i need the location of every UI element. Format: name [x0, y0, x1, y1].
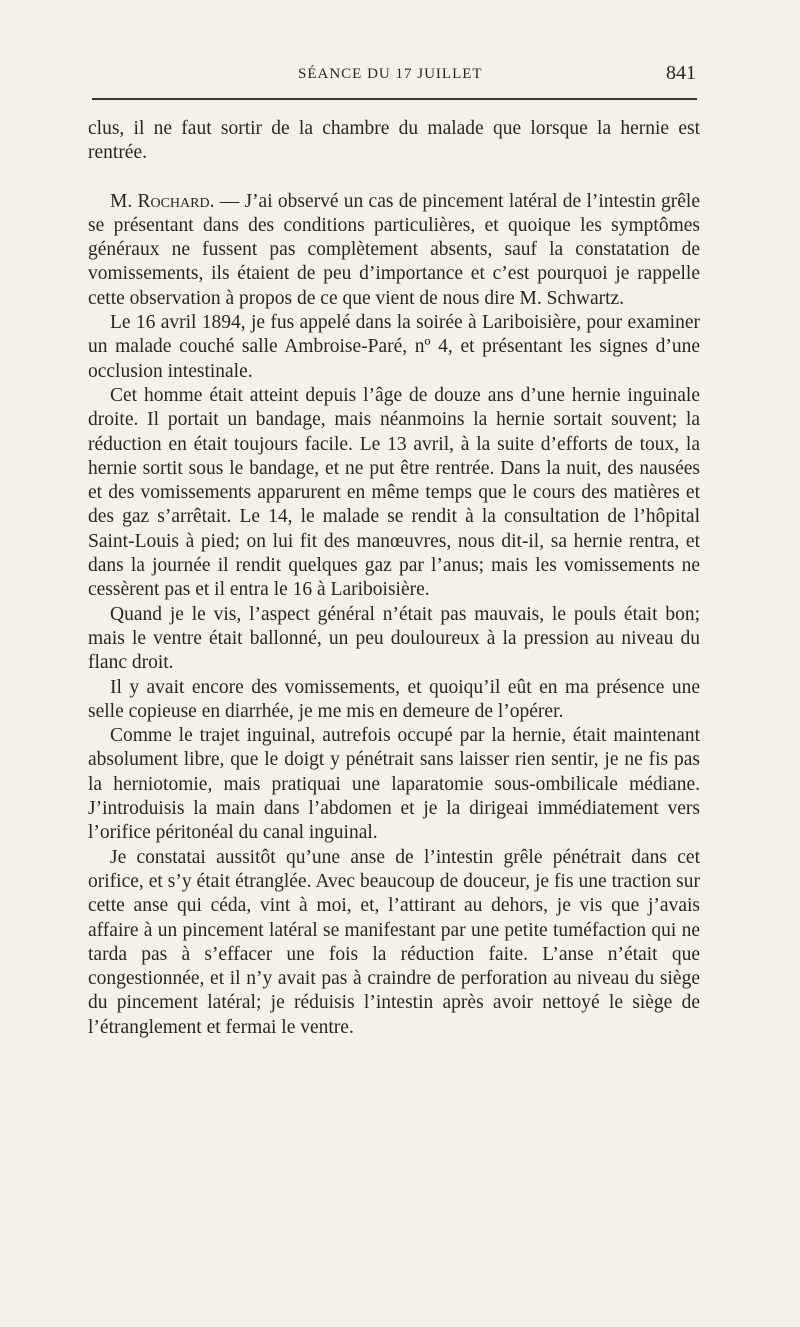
page-header: [88, 62, 698, 88]
paragraph: Je constatai aussitôt qu’une anse de l’intestin grêle pénétrait dans cet orifice, et s’y était étranglée. Avec beaucoup de douceur, je fis une traction sur cette anse qui céda, vint à moi, et, l’attirant au dehors, je vis que j’avais affaire à un pincement latéral se manifestant par une petite tuméfaction qui ne tarda pas à s’effacer une fois la réduction faite. L’anse n’était que congestionnée, et il n’y avait pas à craindre de perforation au niveau du siège du pincement latéral; je réduisis l’intestin après avoir nettoyé le siège de l’étranglement et fermai le ventre.: [88, 846, 700, 1038]
header-rule: [92, 98, 697, 100]
paragraph: Il y avait encore des vomissements, et quoiqu’il eût en ma présence une selle copieuse en diarrhée, je me mis en demeure de l’opérer.: [88, 676, 700, 722]
page-number: 841: [666, 62, 696, 84]
paragraph-text: — J’ai observé un cas de pincement latéral de l’intestin grêle se présentant dans des conditions particulières, et quoique les symptômes généraux ne fussent pas complètement absents, sauf la constatation de vomissements, ils étaient de peu d’importance et c’est pourquoi je rappelle cette observation à propos de ce que vient de nous dire M. Schwartz.: [88, 190, 700, 309]
paragraph: [88, 190, 700, 311]
paragraph: Le 16 avril 1894, je fus appelé dans la soirée à Lariboisière, pour examiner un malade couché salle Ambroise-Paré, nº 4, et présentant les signes d’une occlusion intestinale.: [88, 312, 700, 382]
paragraph: Quand je le vis, l’aspect général n’était pas mauvais, le pouls était bon; mais le ventre était ballonné, un peu douloureux à la pression au niveau du flanc droit.: [88, 603, 700, 674]
running-head: SÉANCE DU 17 JUILLET: [298, 66, 483, 82]
speaker-name: M. Rochard.: [110, 190, 215, 212]
paragraph: clus, il ne faut sortir de la chambre du malade que lorsque la hernie est rentrée.: [88, 118, 700, 164]
paragraph: Comme le trajet inguinal, autrefois occupé par la hernie, était maintenant absolument libre, que le doigt y pénétrait sans laisser rien sentir, je ne fis pas la herniotomie, mais pratiquai une laparatomie sous-ombilicale médiane. J’introduisis la main dans l’abdomen et je la dirigeai immédiatement vers l’orifice péritonéal du canal inguinal.: [88, 725, 700, 844]
body-text: [88, 117, 700, 1040]
paragraph: Cet homme était atteint depuis l’âge de douze ans d’une hernie inguinale droite. Il portait un bandage, mais néanmoins la hernie sortait souvent; la réduction en était toujours facile. Le 13 avril, à la suite d’efforts de toux, la hernie sortit sous le bandage, et ne put être rentrée. Dans la nuit, des nausées et des vomissements apparurent en même temps que le cours des matières et des gaz s’arrêtait. Le 14, le malade se rendit à la consultation de l’hôpital Saint-Louis à pied; on lui fit des manœuvres, nous dit-il, sa hernie rentra, et dans la journée il rendit quelques gaz par l’anus; mais les vomissements ne cessèrent pas et il entra le 16 à Lariboisière.: [88, 384, 700, 601]
